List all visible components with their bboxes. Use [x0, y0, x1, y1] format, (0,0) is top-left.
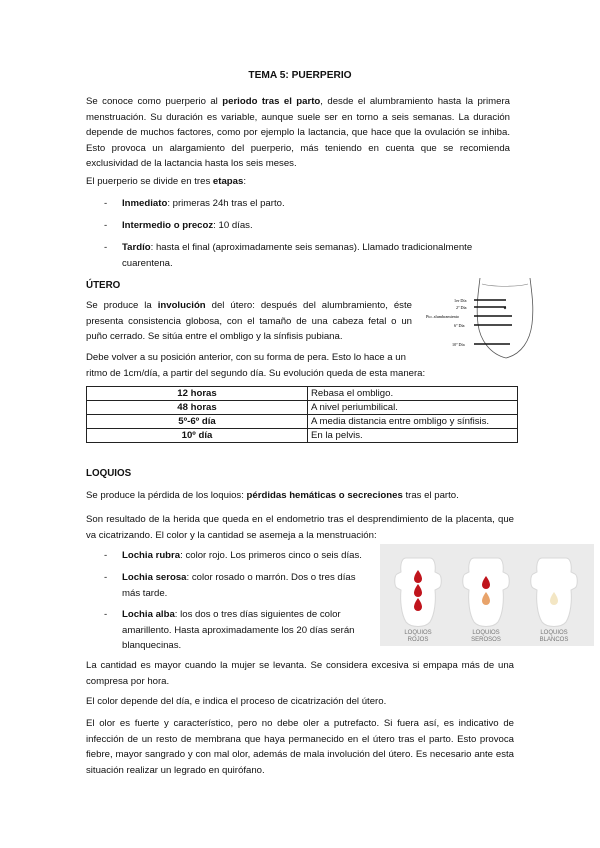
- bullet-dash: -: [104, 220, 108, 231]
- uterus-evolution-table: [86, 386, 518, 443]
- table-cell: A nivel periumbilical.: [308, 401, 518, 415]
- loquios-paragraph-2: Son resultado de la herida que queda en el endometrio tras el desprendimiento de la placenta, que va cicatrizando. El color y la cantidad se asemeja a la menstruación:: [86, 514, 514, 541]
- section-heading-utero: ÚTERO: [86, 280, 121, 291]
- loquios-paragraph-1: Se produce la pérdida de los loquios: pérdidas hemáticas o secreciones tras el parto.: [86, 490, 459, 501]
- table-cell: A media distancia entre ombligo y sínfisis.: [308, 415, 518, 429]
- bullet-dash: -: [104, 572, 108, 583]
- uterus-involution-figure: [418, 274, 536, 364]
- table-row: [87, 429, 518, 443]
- bullet-dash: -: [104, 550, 108, 561]
- lochia-pads-figure: [380, 544, 594, 646]
- bullet-dash: -: [104, 242, 108, 253]
- figure-label: 1er Día: [454, 298, 467, 303]
- figure-label: 6º Día: [454, 323, 465, 328]
- bullet-dash: -: [104, 198, 108, 209]
- pad-label: BLANCOS: [539, 637, 569, 643]
- stages-intro: El puerperio se divide en tres etapas:: [86, 176, 246, 187]
- table-cell: En la pelvis.: [308, 429, 518, 443]
- table-row: [87, 401, 518, 415]
- loquios-paragraph-3: La cantidad es mayor cuando la mujer se levanta. Se considera excesiva si empapa más de una compresa por hora.: [86, 660, 514, 687]
- utero-paragraph-1: Se produce la involución del útero: después del alumbramiento, éste presenta consistencia globosa, con el tamaño de una cabeza fetal o un puño cerrado. Se sitúa entre el ombligo y la sínfisis pubiana.: [86, 300, 412, 342]
- pad-label: LOQUIOS: [404, 630, 432, 636]
- table-row: [87, 387, 518, 401]
- loquios-paragraph-4: El color depende del día, e indica el proceso de cicatrización del útero.: [86, 696, 387, 707]
- pad-label: LOQUIOS: [472, 630, 500, 636]
- section-heading-loquios: LOQUIOS: [86, 468, 132, 479]
- bullet-dash: -: [104, 609, 108, 620]
- table-cell: Rebasa el ombligo.: [308, 387, 518, 401]
- figure-label: Pto. alumbramiento: [426, 314, 460, 319]
- pad-label: LOQUIOS: [540, 630, 568, 636]
- table-cell: 5º-6º día: [87, 415, 308, 429]
- page-title: TEMA 5: PUERPERIO: [248, 70, 352, 81]
- table-cell: 12 horas: [87, 387, 308, 401]
- pad-label: ROJOS: [407, 637, 429, 643]
- loquios-paragraph-5: El olor es fuerte y característico, pero no debe oler a putrefacto. Si fuera así, es indicativo de infección de un resto de membrana que haya permanecido en el útero tras el parto. Esto provoca fiebre, mayor sangrado y con mal olor, además de mala involución del útero. Es necesario ante esta situación realizar un legrado en quirófano.: [86, 718, 514, 776]
- pad-label: SEROSOS: [471, 637, 501, 643]
- utero-paragraph-2: Debe volver a su posición anterior, con su forma de pera. Esto lo hace a un ritmo de 1cm/día, a partir del segundo día. Su evolución queda de esta manera:: [86, 352, 426, 379]
- table-row: [87, 415, 518, 429]
- table-cell: 10º día: [87, 429, 308, 443]
- figure-label: 10º Día: [452, 342, 465, 347]
- table-cell: 48 horas: [87, 401, 308, 415]
- intro-paragraph: Se conoce como puerperio al periodo tras el parto, desde el alumbramiento hasta la primera menstruación. Su duración es variable, aunque suele ser en torno a seis semanas. La duración depende de muchos factores, como por ejemplo la lactancia, que hace que la ovulación se inhiba. Esto provoca un alargamiento del puerperio, más teniendo en cuenta que se recomienda exclusividad de la lactancia hasta los seis meses.: [86, 96, 510, 169]
- figure-label: 2º Día: [456, 305, 467, 310]
